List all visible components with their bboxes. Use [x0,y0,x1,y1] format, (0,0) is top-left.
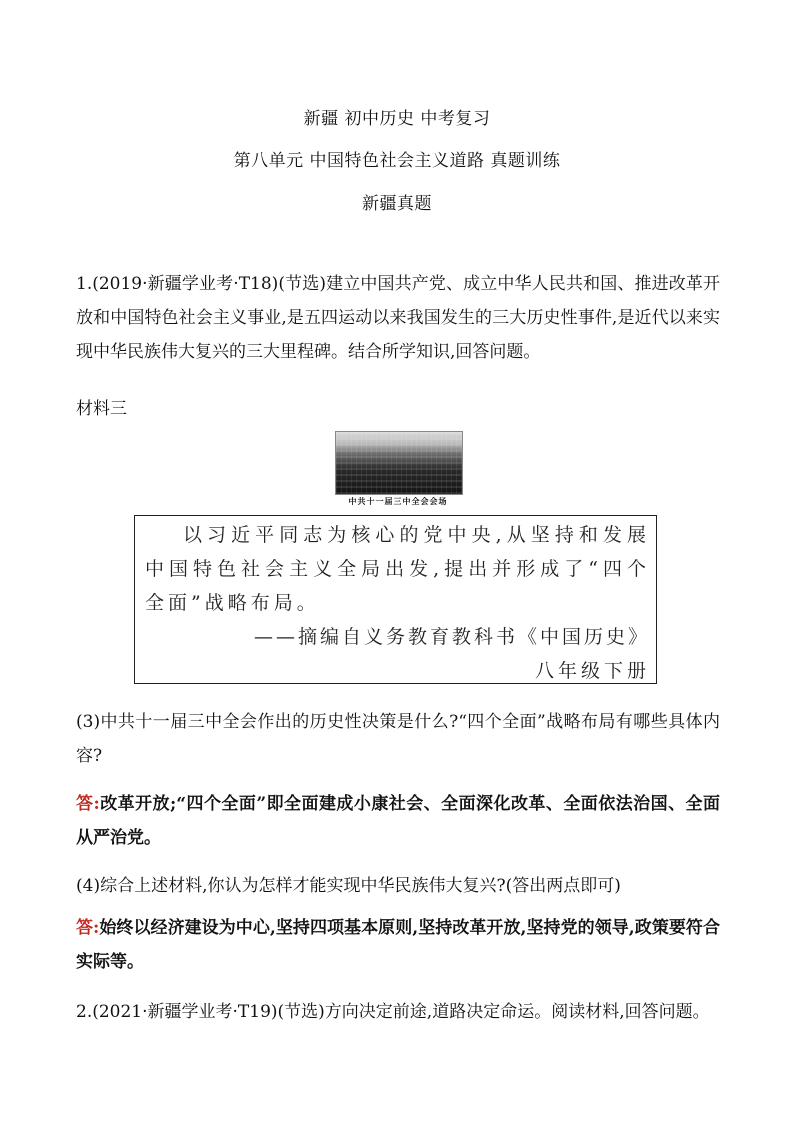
section-heading: 新疆真题 [362,194,432,214]
meeting-hall-photo [335,431,463,495]
question-2-stem: 2.(2021·新疆学业考·T19)(节选)方向决定前途,道路决定命运。阅读材料,回答问题。 [76,1002,710,1022]
answer-label: 答: [76,794,100,814]
quote-source-grade: 八年级下册 [534,660,650,682]
quote-text: 以习近平同志为核心的党中央,从坚持和发展中国特色社会主义全局出发,提出并形成了“四个全面”战略布局。 [145,524,650,614]
question-1-stem: 1.(2019·新疆学业考·T18)(节选)建立中国共产党、成立中华人民共和国、推进改革开放和中国特色社会主义事业,是五四运动以来我国发生的三大历史性事件,是近代以来实现中华民族伟大复兴的三大里程碑。结合所学知识,回答问题。 [76,274,720,362]
quote-box [134,515,657,684]
document-subtitle: 第八单元 中国特色社会主义道路 真题训练 [233,151,561,171]
quote-source: ——摘编自义务教育教科书《中国历史》 [253,626,650,648]
answer-label: 答: [76,918,100,938]
answer-3 [76,787,720,855]
photo-caption: 中共十一届三中全会会场 [348,497,448,506]
answer-text: 改革开放;“四个全面”即全面建成小康社会、全面深化改革、全面依法治国、全面从严治党。 [76,794,720,848]
sub-question-3: (3)中共十一届三中全会作出的历史性决策是什么?“四个全面”战略布局有哪些具体内容? [76,712,720,766]
answer-text: 始终以经济建设为中心,坚持四项基本原则,坚持改革开放,坚持党的领导,政策要符合实际等。 [76,918,720,972]
sub-question-4: (4)综合上述材料,你认为怎样才能实现中华民族伟大复兴?(答出两点即可) [76,876,621,896]
document-title: 新疆 初中历史 中考复习 [303,109,491,129]
material-label: 材料三 [76,399,127,419]
answer-4 [76,911,720,979]
